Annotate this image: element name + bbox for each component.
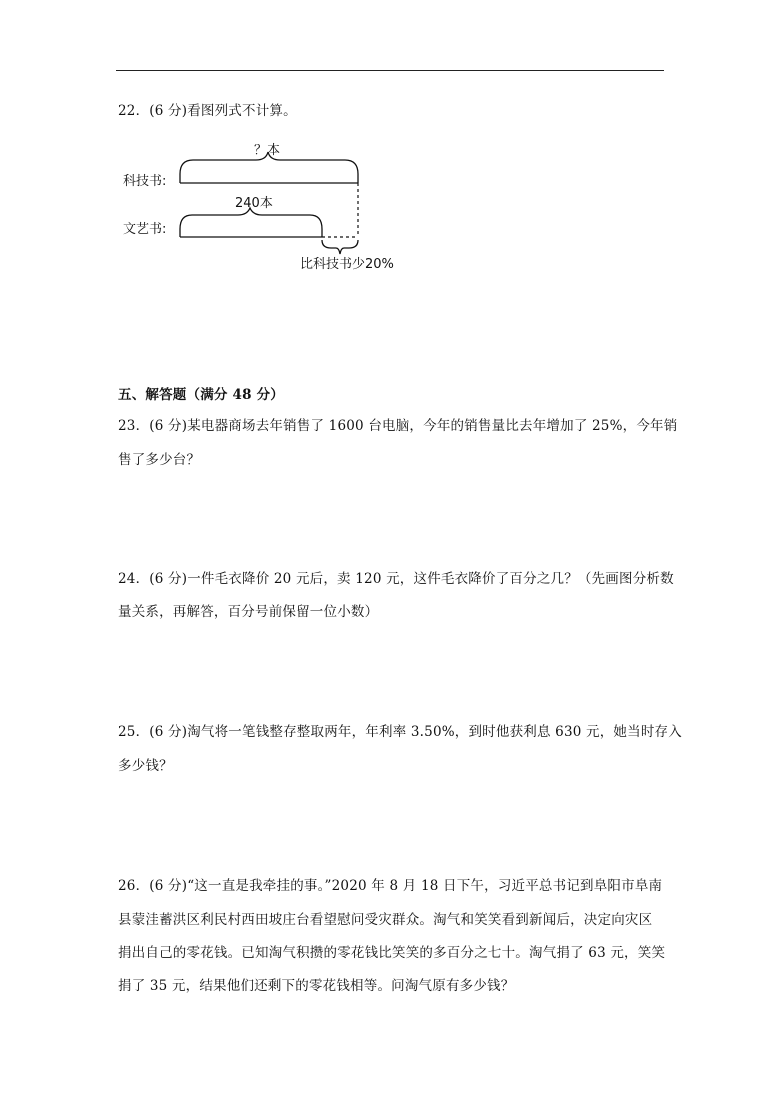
question-26-line-2: 县蒙洼蓄洪区利民村西田坡庄台看望慰问受灾群众。淘气和笑笑看到新闻后，决定向灾区 [118, 912, 653, 928]
q22-segment-diagram [118, 130, 418, 280]
bottom-brace-label: 比科技书少20% [300, 257, 394, 272]
middle-brace [180, 208, 322, 229]
question-24-line-2: 量关系，再解答，百分号前保留一位小数） [118, 604, 379, 620]
question-23-line-2: 售了多少台？ [118, 452, 201, 468]
question-25-line-1: 25．(6 分)淘气将一笔钱整存整取两年，年利率 3.50%，到时他获利息 630 元，她当时存入 [118, 724, 682, 740]
question-22-text: 22．(6 分)看图列式不计算。 [118, 103, 297, 119]
section-5-title: 五、解答题（满分 48 分） [118, 387, 284, 403]
header-rule [116, 70, 664, 71]
row2-label: 文艺书: [123, 222, 167, 237]
question-26-line-1: 26．(6 分)“这一直是我牵挂的事。”2020 年 8 月 18 日下午，习近平总书记到阜阳市阜南 [118, 878, 663, 894]
question-26-line-4: 捐了 35 元，结果他们还剩下的零花钱相等。问淘气原有多少钱？ [118, 978, 515, 994]
top-brace-label: ？本 [254, 143, 281, 158]
question-26-line-3: 捐出自己的零花钱。已知淘气积攒的零花钱比笑笑的多百分之七十。淘气捐了 63 元，笑笑 [118, 945, 666, 961]
row1-label: 科技书: [123, 174, 167, 189]
question-23-line-1: 23．(6 分)某电器商场去年销售了 1600 台电脑，今年的销售量比去年增加了 25%，今年销 [118, 418, 678, 434]
bottom-brace [322, 240, 358, 254]
question-24-line-1: 24．(6 分)一件毛衣降价 20 元后，卖 120 元，这件毛衣降价了百分之几？（先画图分析数 [118, 571, 674, 587]
middle-brace-label: 240本 [235, 196, 273, 211]
question-25-line-2: 多少钱？ [118, 758, 173, 774]
